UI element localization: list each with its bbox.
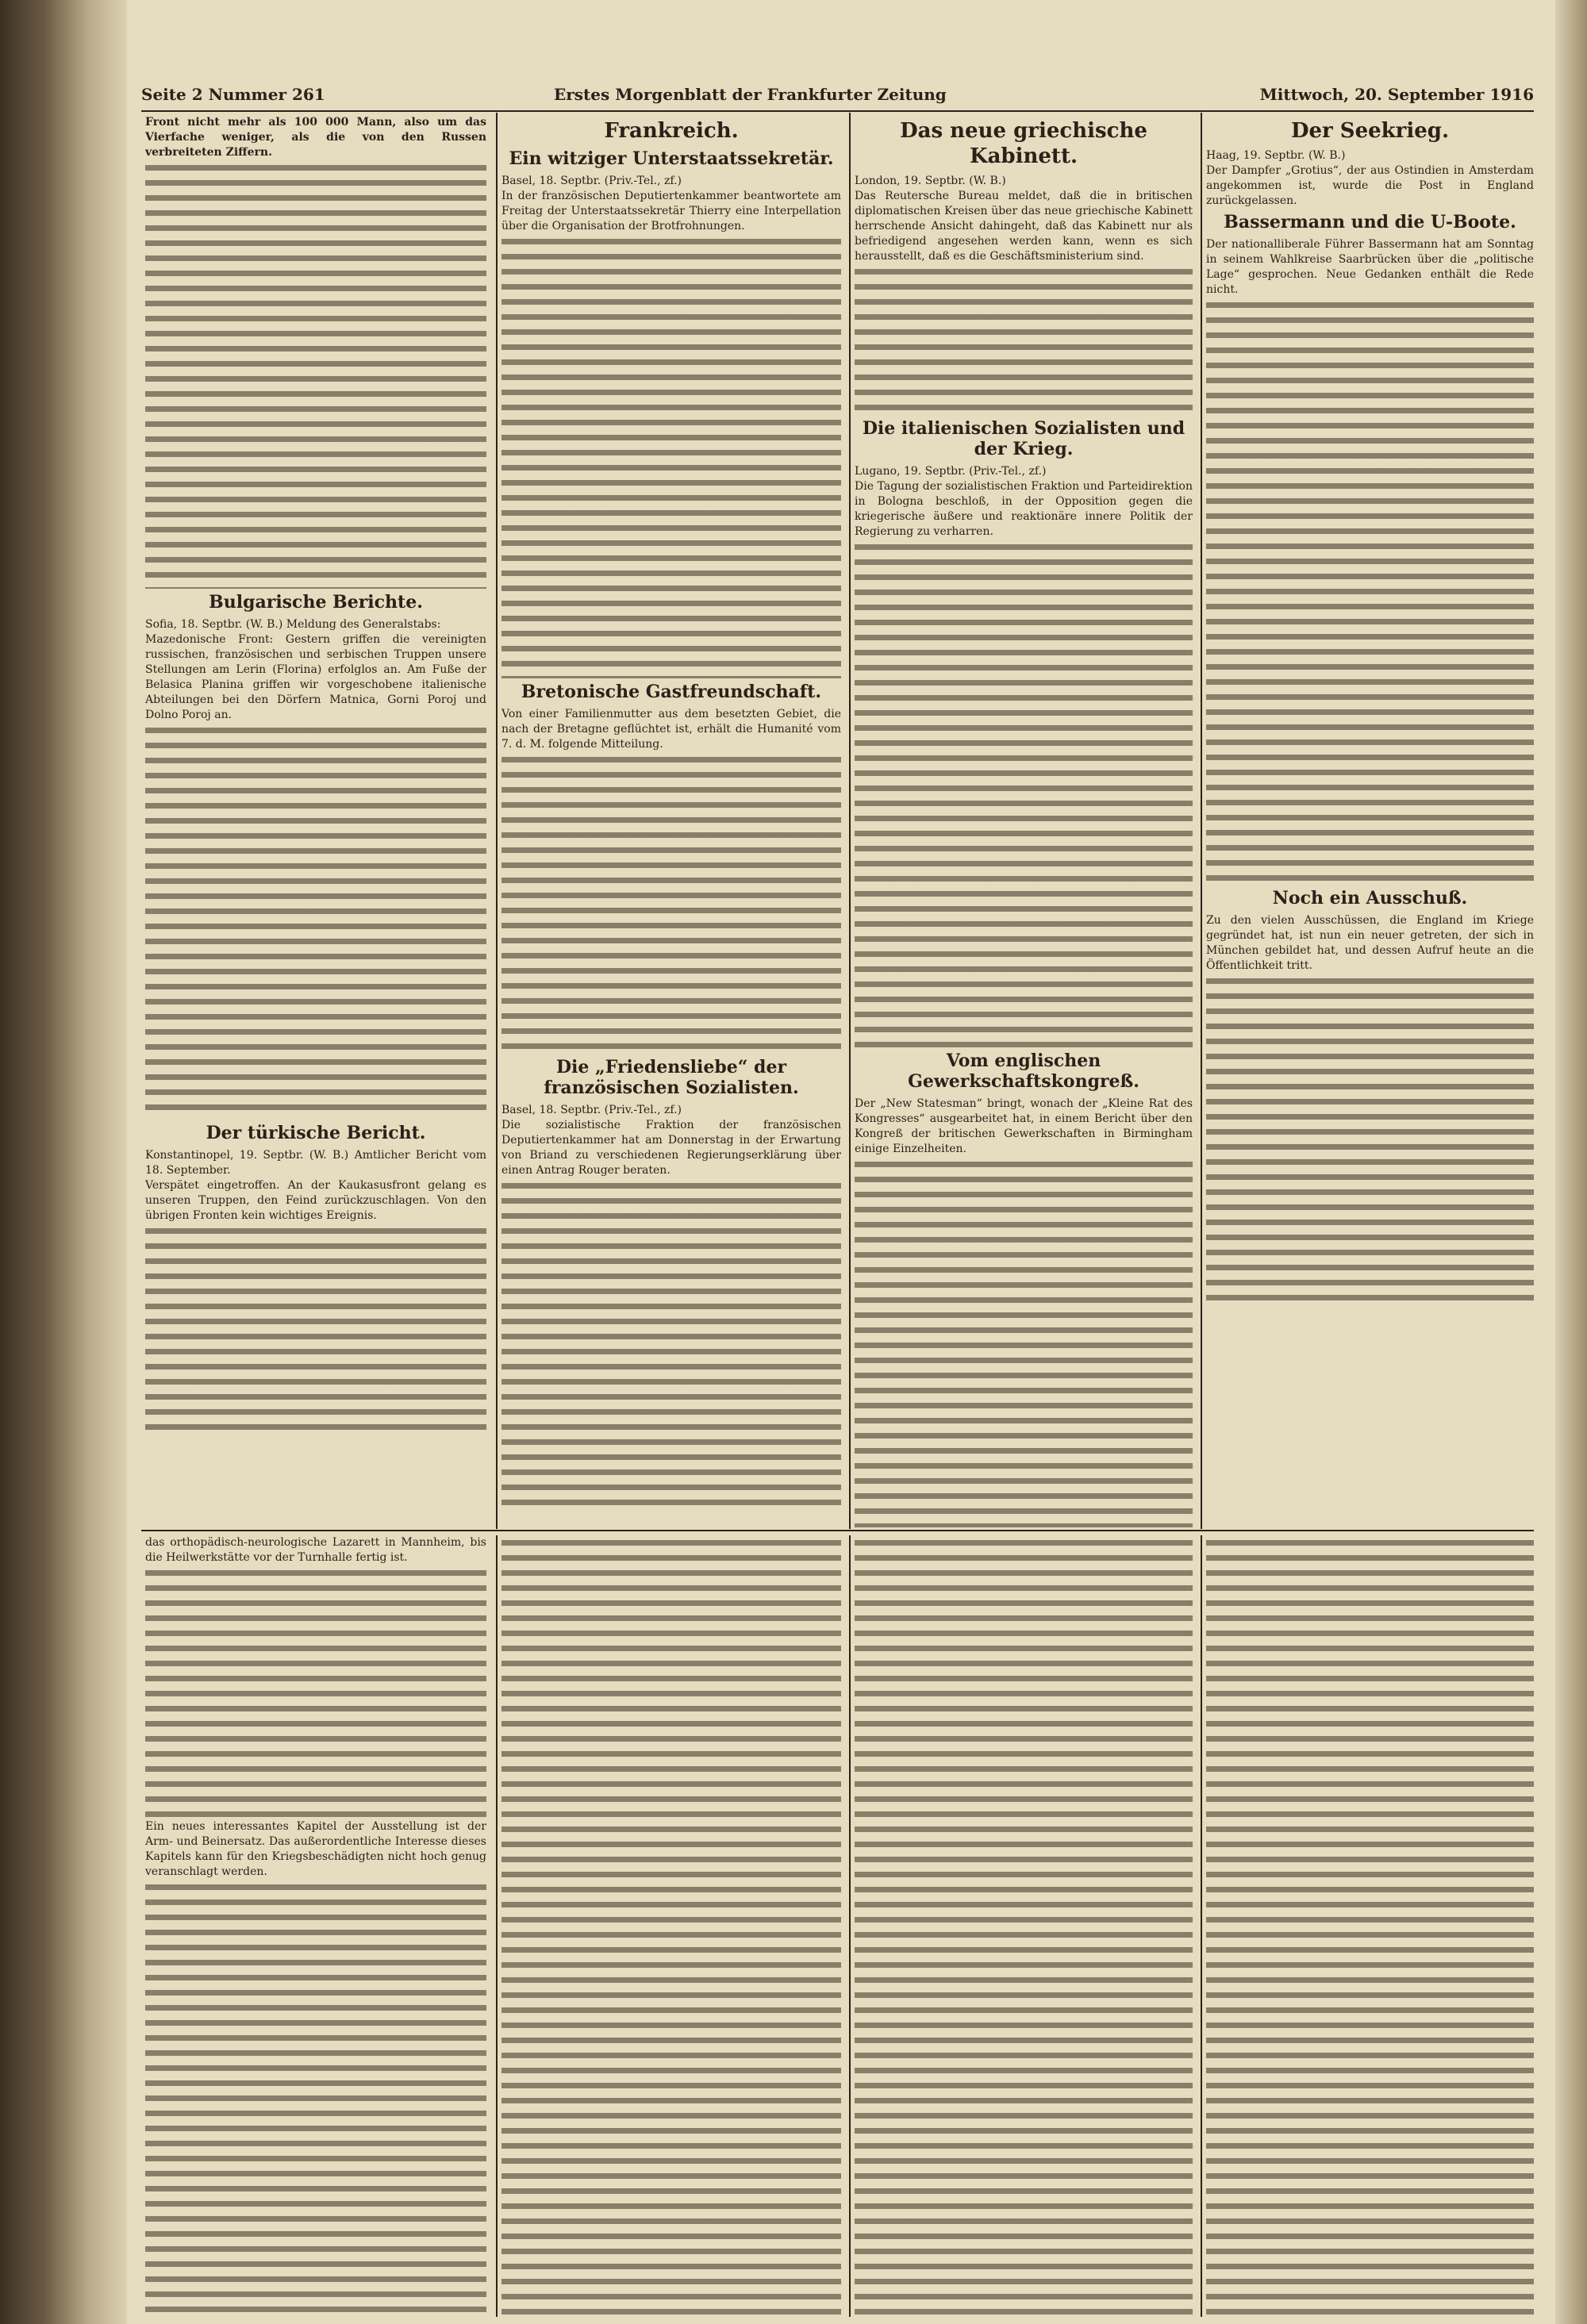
- column-3: [855, 115, 1193, 1527]
- article-title: Bassermann und die U-Boote.: [1224, 212, 1516, 232]
- page-number: Seite 2 Nummer 261: [141, 85, 325, 104]
- book-spine: [0, 0, 127, 2324]
- article-body: Die Tagung der sozialistischen Fraktion und Parteidirektion in Bologna beschloß, in der Opposition gegen die kriegerische äußere und reaktionäre innere Politik der Regierung zu verharren.: [855, 480, 1193, 538]
- article-dateline: Basel, 18. Septbr. (Priv.-Tel., zf.): [501, 1104, 682, 1116]
- masthead-bar: [141, 83, 1534, 112]
- feuilleton-column-2: [501, 1535, 841, 2317]
- article-title: Bretonische Gastfreundschaft.: [521, 682, 822, 702]
- feuilleton-body: Ein neues interessantes Kapitel der Ausstellung ist der Arm- und Beinersatz. Das außerordentliche Interesse dieses Kapitels kann für den Kriegsbeschädigten nicht hoch genug veranschlagt werden.: [145, 1820, 486, 1878]
- issue-date: Mittwoch, 20. September 1916: [1259, 85, 1534, 104]
- feuilleton-column-1: [145, 1535, 486, 2317]
- article-dateline: London, 19. Septbr. (W. B.): [855, 175, 1006, 187]
- article-body: Mazedonische Front: Gestern griffen die vereinigten russischen, französischen und serbischen Truppen unsere Stellungen am Lerin (Florina) erfolglos an. Am Fuße der Belasica Planina griffen wir vorgeschobene italienische Abteilungen bei den Dörfern Matnica, Gorni Poroj und Dolno Poroj an.: [145, 633, 486, 721]
- feuilleton-column-4: [1206, 1535, 1534, 2317]
- article-body: Der Dampfer „Grotius“, der aus Ostindien in Amsterdam angekommen ist, wurde die Post in England zurückgelassen.: [1206, 164, 1534, 207]
- article-body: Verspätet eingetroffen. An der Kaukasusfront gelang es unseren Truppen, den Feind zurückzuschlagen. Von den übrigen Fronten kein wichtiges Ereignis.: [145, 1179, 486, 1222]
- article-body: Zu den vielen Ausschüssen, die England im Kriege gegründet hat, ist nun ein neuer getreten, der sich in München gebildet hat, und dessen Aufruf heute an die Öffentlichkeit tritt.: [1206, 914, 1534, 972]
- column-4: [1206, 115, 1534, 1527]
- article-title: Die „Friedensliebe“ der französischen Sozialisten.: [544, 1057, 799, 1098]
- article-body: Der „New Statesman“ bringt, wonach der „Kleine Rat des Kongresses“ ausgearbeitet hat, in einem Bericht über den Kongreß der britischen Gewerkschaften in Birmingham einige Einzelheiten.: [855, 1097, 1193, 1155]
- article-title: Der Seekrieg.: [1290, 119, 1450, 143]
- article-dateline: Haag, 19. Septbr. (W. B.): [1206, 149, 1346, 162]
- article-dateline: Basel, 18. Septbr. (Priv.-Tel., zf.): [501, 175, 682, 187]
- lead-text: Front nicht mehr als 100 000 Mann, also um das Vierfache weniger, als die von den Russen verbreiteten Ziffern.: [145, 116, 486, 159]
- article-title: Frankreich.: [604, 119, 739, 143]
- newspaper-title: Erstes Morgenblatt der Frankfurter Zeitung: [554, 85, 947, 104]
- column-1: [145, 115, 486, 1527]
- article-subtitle: Ein witziger Unterstaatssekretär.: [509, 148, 834, 169]
- article-title: Vom englischen Gewerkschaftskongreß.: [908, 1051, 1139, 1092]
- column-2: [501, 115, 841, 1527]
- article-dateline: Sofia, 18. Septbr. (W. B.) Meldung des Generalstabs:: [145, 618, 441, 631]
- article-body: Das Reutersche Bureau meldet, daß die in britischen diplomatischen Kreisen über das neue griechische Kabinett herrschende Ansicht dahingeht, daß das Kabinett nur als befriedigend angesehen werden kann, wenn es sich herausstellt, daß es die Geschäftsministerium sind.: [855, 190, 1193, 263]
- article-title: Noch ein Ausschuß.: [1272, 888, 1468, 908]
- article-dateline: Lugano, 19. Septbr. (Priv.-Tel., zf.): [855, 465, 1047, 478]
- article-title: Das neue griechische Kabinett.: [900, 119, 1147, 168]
- article-title: Bulgarische Berichte.: [209, 592, 423, 613]
- article-body: Von einer Familienmutter aus dem besetzten Gebiet, die nach der Bretagne geflüchtet ist, erhält die Humanité vom 7. d. M. folgende Mitteilung.: [501, 708, 841, 751]
- article-title: Die italienischen Sozialisten und der Krieg.: [862, 418, 1185, 459]
- feuilleton-column-3: [855, 1535, 1193, 2317]
- article-body: Die sozialistische Fraktion der französischen Deputiertenkammer hat am Donnerstag in der Erwartung von Briand zu verschiedenen Regierungserklärung über einen Antrag Rouger beraten.: [501, 1119, 841, 1177]
- article-title: Der türkische Bericht.: [206, 1123, 426, 1143]
- article-body: Der nationalliberale Führer Bassermann hat am Sonntag in seinem Wahlkreise Saarbrücken über die „politische Lage“ gesprochen. Neue Gedanken enthält die Rede nicht.: [1206, 238, 1534, 296]
- article-dateline: Konstantinopel, 19. Septbr. (W. B.) Amtlicher Bericht vom 18. September.: [145, 1149, 486, 1177]
- page-edge: [1555, 0, 1587, 2324]
- article-body: In der französischen Deputiertenkammer beantwortete am Freitag der Unterstaatssekretär Thierry eine Interpellation über die Organisation der Brotfrohnungen.: [501, 190, 841, 232]
- feuilleton-first-line: das orthopädisch-neurologische Lazarett in Mannheim, bis die Heilwerkstätte vor der Turnhalle fertig ist.: [145, 1536, 486, 1564]
